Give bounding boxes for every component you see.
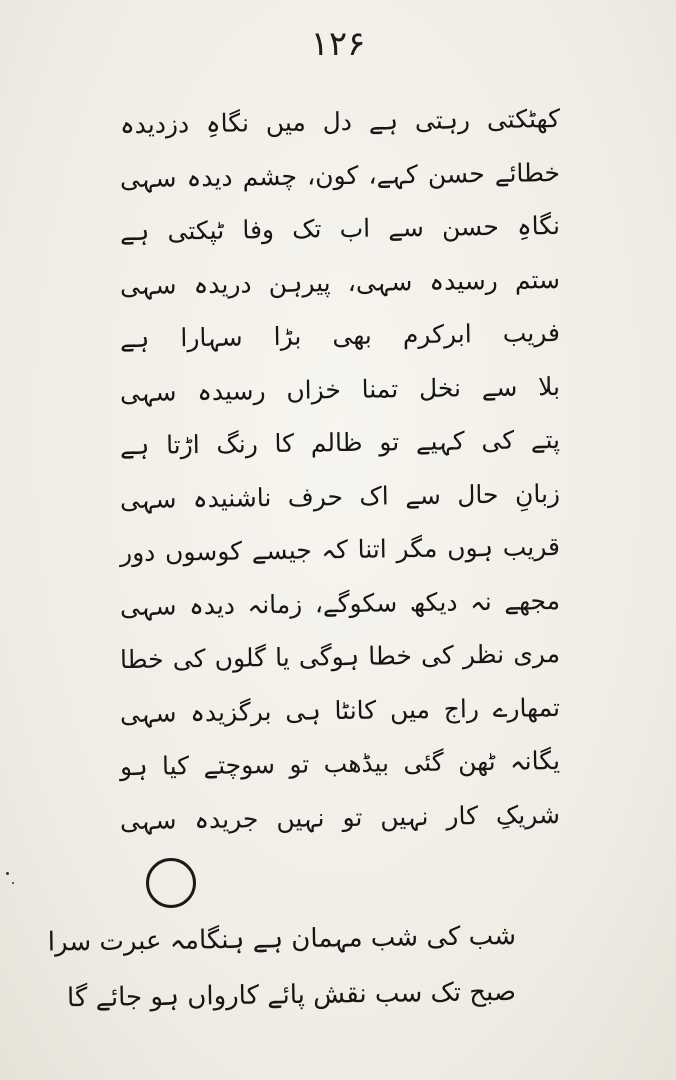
verse-line: قریب ہوں مگر اتنا کہ جیسے کوسوں دور <box>119 532 561 568</box>
section-divider-circle <box>146 858 196 908</box>
page-number: ۱۲۶ <box>310 24 366 64</box>
verse-block <box>120 92 560 841</box>
verse-line: خطائے حسن کہے، کون، چشم دیدہ سہی <box>119 157 561 193</box>
ink-speck <box>6 872 9 875</box>
verse-line: نگاہِ حسن سے اب تک وفا ٹپکتی ہے <box>119 211 561 247</box>
verse-block-2 <box>47 908 517 1020</box>
verse-line: مجھے نہ دیکھ سکوگے، زمانہ دیدہ سہی <box>119 585 561 621</box>
verse-line: مری نظر کی خطا ہوگی یا گلوں کی خطا <box>119 639 561 675</box>
verse-line: بلا سے نخل تمنا خزاں رسیدہ سہی <box>119 371 561 407</box>
verse-line: صبح تک سب نقش پائے کارواں ہو جائے گا <box>66 977 517 1014</box>
verse-line: پتے کی کہیے تو ظالم کا رنگ اڑتا ہے <box>119 425 561 461</box>
verse-line: یگانہ ٹھن گئی بیڈھب تو سوچتے کیا ہو <box>119 746 561 782</box>
verse-line: کھٹکتی رہتی ہے دل میں نگاہِ دزدیدہ <box>119 104 561 140</box>
verse-line: شریکِ کار نہیں تو نہیں جریدہ سہی <box>119 799 561 835</box>
verse-line: فریب ابرکرم بھی بڑا سہارا ہے <box>119 318 561 354</box>
verse-line: ستم رسیدہ سہی، پیرہن دریدہ سہی <box>119 264 561 300</box>
verse-line: زبانِ حال سے اک حرف ناشنیدہ سہی <box>119 478 561 514</box>
verse-line: شب کی شب مہمان ہے ہنگامہ عبرت سرا <box>47 921 517 958</box>
verse-line: تمھارے راج میں کانٹا ہی برگزیدہ سہی <box>119 692 561 728</box>
ink-speck <box>12 882 14 884</box>
